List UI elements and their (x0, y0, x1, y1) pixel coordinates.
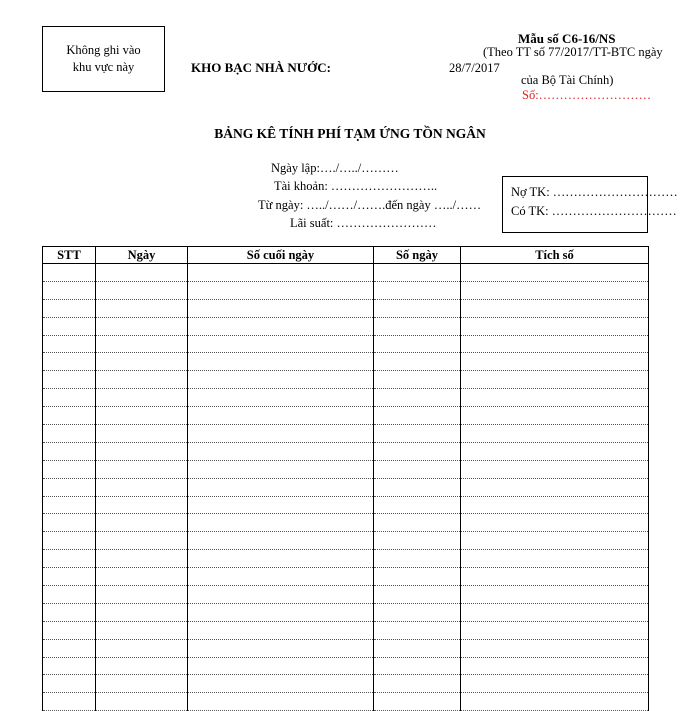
cell-date[interactable] (96, 460, 188, 478)
no-write-line-1: Không ghi vào (66, 43, 141, 57)
cell-date[interactable] (96, 586, 188, 604)
cell-date[interactable] (96, 264, 188, 282)
cell-product[interactable] (461, 371, 649, 389)
cell-days[interactable] (374, 281, 461, 299)
cell-stt[interactable] (43, 425, 96, 443)
legal-basis-line: (Theo TT số 77/2017/TT-BTC ngày (483, 45, 663, 59)
cell-days[interactable] (374, 639, 461, 657)
table-row (43, 586, 649, 604)
cell-product[interactable] (461, 603, 649, 621)
cell-end-of-day-balance[interactable] (188, 371, 374, 389)
cell-product[interactable] (461, 621, 649, 639)
cell-stt[interactable] (43, 478, 96, 496)
cell-stt[interactable] (43, 460, 96, 478)
table-row (43, 603, 649, 621)
cell-product[interactable] (461, 442, 649, 460)
date-created-field: Ngày lập:…./…../……… (271, 161, 399, 175)
account-field: Tài khoản: …………………….. (274, 179, 438, 193)
cell-product[interactable] (461, 675, 649, 693)
cell-stt[interactable] (43, 389, 96, 407)
cell-stt[interactable] (43, 603, 96, 621)
cell-end-of-day-balance[interactable] (188, 317, 374, 335)
cell-product[interactable] (461, 281, 649, 299)
cell-product[interactable] (461, 639, 649, 657)
table-row (43, 550, 649, 568)
cell-end-of-day-balance[interactable] (188, 353, 374, 371)
table-row (43, 353, 649, 371)
cell-stt[interactable] (43, 281, 96, 299)
cell-date[interactable] (96, 568, 188, 586)
cell-end-of-day-balance[interactable] (188, 514, 374, 532)
cell-days[interactable] (374, 693, 461, 711)
cell-date[interactable] (96, 621, 188, 639)
cell-end-of-day-balance[interactable] (188, 639, 374, 657)
table-row (43, 621, 649, 639)
cell-product[interactable] (461, 586, 649, 604)
cell-end-of-day-balance[interactable] (188, 621, 374, 639)
table-row (43, 514, 649, 532)
cell-days[interactable] (374, 657, 461, 675)
table-header-row (43, 247, 649, 264)
treasury-label: KHO BẠC NHÀ NƯỚC: (191, 60, 331, 75)
cell-end-of-day-balance[interactable] (188, 407, 374, 425)
table-row (43, 299, 649, 317)
no-write-area-box (42, 26, 165, 92)
cell-end-of-day-balance[interactable] (188, 389, 374, 407)
credit-account-field: Có TK: ………………………… (511, 204, 677, 218)
cell-days[interactable] (374, 603, 461, 621)
cell-end-of-day-balance[interactable] (188, 657, 374, 675)
table-row (43, 460, 649, 478)
table-row (43, 407, 649, 425)
table-row (43, 639, 649, 657)
cell-end-of-day-balance[interactable] (188, 675, 374, 693)
cell-days[interactable] (374, 264, 461, 282)
cell-days[interactable] (374, 514, 461, 532)
column-header-days: Số ngày (374, 247, 461, 264)
table-row (43, 568, 649, 586)
cell-days[interactable] (374, 389, 461, 407)
cell-stt[interactable] (43, 514, 96, 532)
cell-days[interactable] (374, 317, 461, 335)
cell-date[interactable] (96, 407, 188, 425)
cell-days[interactable] (374, 407, 461, 425)
cell-stt[interactable] (43, 550, 96, 568)
table-row (43, 389, 649, 407)
cell-stt[interactable] (43, 335, 96, 353)
cell-days[interactable] (374, 496, 461, 514)
cell-stt[interactable] (43, 568, 96, 586)
table-row (43, 496, 649, 514)
cell-stt[interactable] (43, 657, 96, 675)
cell-days[interactable] (374, 425, 461, 443)
cell-date[interactable] (96, 532, 188, 550)
cell-date[interactable] (96, 371, 188, 389)
cell-product[interactable] (461, 514, 649, 532)
cell-end-of-day-balance[interactable] (188, 568, 374, 586)
cell-product[interactable] (461, 532, 649, 550)
cell-end-of-day-balance[interactable] (188, 299, 374, 317)
cell-end-of-day-balance[interactable] (188, 532, 374, 550)
table-row (43, 442, 649, 460)
cell-product[interactable] (461, 550, 649, 568)
table-row (43, 693, 649, 711)
cell-stt[interactable] (43, 353, 96, 371)
cell-stt[interactable] (43, 299, 96, 317)
cell-date[interactable] (96, 657, 188, 675)
cell-product[interactable] (461, 407, 649, 425)
table-row (43, 317, 649, 335)
cell-stt[interactable] (43, 407, 96, 425)
cell-date[interactable] (96, 693, 188, 711)
cell-stt[interactable] (43, 496, 96, 514)
cell-date[interactable] (96, 639, 188, 657)
form-number: Mẫu số C6-16/NS (518, 31, 616, 46)
cell-date[interactable] (96, 478, 188, 496)
cell-days[interactable] (374, 532, 461, 550)
cell-end-of-day-balance[interactable] (188, 550, 374, 568)
cell-days[interactable] (374, 568, 461, 586)
account-entry-box (502, 176, 678, 233)
cell-days[interactable] (374, 460, 461, 478)
table-body (43, 264, 649, 711)
legal-basis-date: 28/7/2017 (449, 61, 500, 75)
interest-rate-field: Lãi suất: …………………… (290, 216, 437, 230)
table-row (43, 478, 649, 496)
cell-date[interactable] (96, 675, 188, 693)
cell-end-of-day-balance[interactable] (188, 281, 374, 299)
cell-product[interactable] (461, 496, 649, 514)
cell-product[interactable] (461, 353, 649, 371)
cell-date[interactable] (96, 335, 188, 353)
cell-date[interactable] (96, 353, 188, 371)
cell-product[interactable] (461, 264, 649, 282)
cell-product[interactable] (461, 389, 649, 407)
cell-days[interactable] (374, 621, 461, 639)
cell-date[interactable] (96, 389, 188, 407)
cell-end-of-day-balance[interactable] (188, 478, 374, 496)
table-row (43, 657, 649, 675)
document-number-field: Số:……………………… (522, 88, 652, 102)
cell-stt[interactable] (43, 317, 96, 335)
cell-stt[interactable] (43, 442, 96, 460)
cell-days[interactable] (374, 586, 461, 604)
cell-end-of-day-balance[interactable] (188, 425, 374, 443)
cell-date[interactable] (96, 281, 188, 299)
cell-days[interactable] (374, 353, 461, 371)
cell-stt[interactable] (43, 621, 96, 639)
cell-product[interactable] (461, 478, 649, 496)
cell-stt[interactable] (43, 693, 96, 711)
document-title: BẢNG KÊ TÍNH PHÍ TẠM ỨNG TỒN NGÂN (214, 126, 486, 141)
cell-end-of-day-balance[interactable] (188, 693, 374, 711)
table-row (43, 335, 649, 353)
cell-product[interactable] (461, 335, 649, 353)
cell-stt[interactable] (43, 586, 96, 604)
cell-days[interactable] (374, 675, 461, 693)
cell-product[interactable] (461, 568, 649, 586)
cell-end-of-day-balance[interactable] (188, 264, 374, 282)
cell-end-of-day-balance[interactable] (188, 460, 374, 478)
table-row (43, 281, 649, 299)
cell-product[interactable] (461, 299, 649, 317)
cell-end-of-day-balance[interactable] (188, 496, 374, 514)
debit-account-field: Nợ TK: ………………………… (511, 185, 678, 199)
cell-days[interactable] (374, 442, 461, 460)
cell-days[interactable] (374, 299, 461, 317)
cell-product[interactable] (461, 317, 649, 335)
cell-end-of-day-balance[interactable] (188, 442, 374, 460)
cell-date[interactable] (96, 299, 188, 317)
cell-product[interactable] (461, 460, 649, 478)
cell-days[interactable] (374, 550, 461, 568)
cell-stt[interactable] (43, 371, 96, 389)
cell-stt[interactable] (43, 675, 96, 693)
column-header-end-of-day-balance: Số cuối ngày (188, 247, 374, 264)
cell-stt[interactable] (43, 264, 96, 282)
cell-days[interactable] (374, 478, 461, 496)
period-field: Từ ngày: …../……/…….đến ngày …../…… (258, 198, 482, 212)
cell-product[interactable] (461, 693, 649, 711)
cell-stt[interactable] (43, 532, 96, 550)
cell-days[interactable] (374, 335, 461, 353)
cell-product[interactable] (461, 425, 649, 443)
ministry-line: của Bộ Tài Chính) (521, 73, 614, 87)
table-row (43, 264, 649, 282)
cell-end-of-day-balance[interactable] (188, 586, 374, 604)
cell-date[interactable] (96, 603, 188, 621)
column-header-product: Tích số (461, 247, 649, 264)
ledger-table (42, 246, 649, 711)
column-header-date: Ngày (96, 247, 188, 264)
table-row (43, 371, 649, 389)
table-row (43, 425, 649, 443)
table-row (43, 675, 649, 693)
cell-date[interactable] (96, 514, 188, 532)
column-header-stt: STT (43, 247, 96, 264)
cell-date[interactable] (96, 317, 188, 335)
cell-stt[interactable] (43, 639, 96, 657)
cell-date[interactable] (96, 550, 188, 568)
cell-days[interactable] (374, 371, 461, 389)
no-write-line-2: khu vực này (72, 60, 135, 74)
table-row (43, 532, 649, 550)
cell-product[interactable] (461, 657, 649, 675)
cell-end-of-day-balance[interactable] (188, 603, 374, 621)
cell-end-of-day-balance[interactable] (188, 335, 374, 353)
cell-date[interactable] (96, 425, 188, 443)
cell-date[interactable] (96, 496, 188, 514)
cell-date[interactable] (96, 442, 188, 460)
